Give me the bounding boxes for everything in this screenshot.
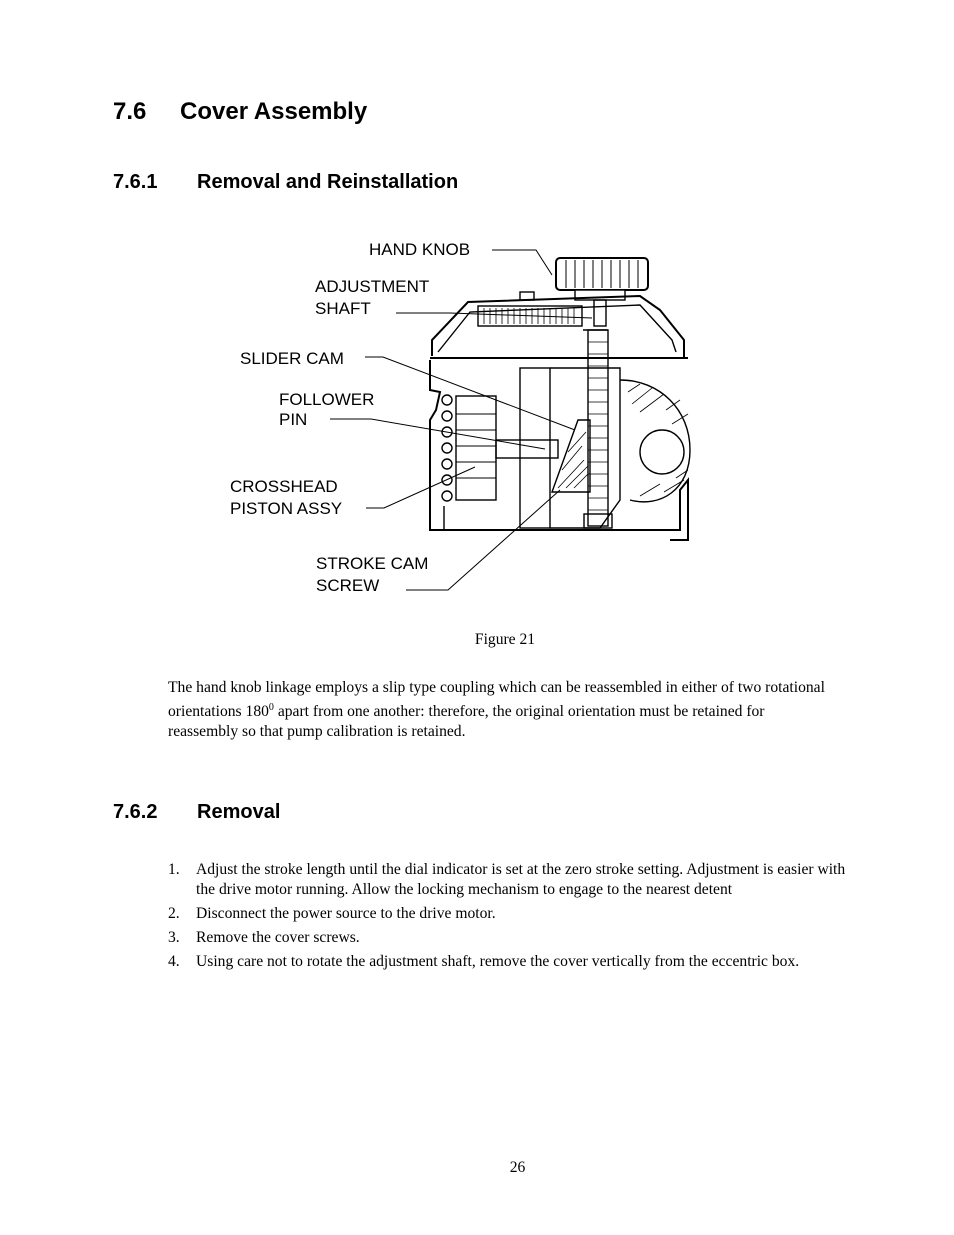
step-item	[168, 860, 848, 900]
removal-steps	[168, 860, 848, 976]
section-title: Cover Assembly	[180, 98, 368, 125]
label-crosshead-1: CROSSHEAD	[230, 477, 338, 496]
page-number: 26	[509, 1159, 526, 1176]
step-item	[168, 904, 848, 924]
subsection-title: Removal and Reinstallation	[197, 171, 459, 193]
step-text: Adjust the stroke length until the dial indicator is set at the zero stroke setting. Adjustment is easier with the drive motor running. Allow the locking mechanism to engage to the nearest detent	[196, 861, 846, 898]
step-text: Disconnect the power source to the drive motor.	[196, 905, 496, 922]
label-adjustment-shaft-1: ADJUSTMENT	[315, 277, 430, 296]
paragraph-part-1: The hand knob linkage employs a slip type coupling which can be reassembled in either of two rotational orientations 180	[168, 679, 825, 721]
subsection-number: 7.6.1	[113, 171, 158, 193]
label-stroke-cam-1: STROKE CAM	[316, 554, 429, 573]
step-text: Remove the cover screws.	[196, 929, 360, 946]
subsection-2-number: 7.6.2	[113, 801, 158, 823]
label-slider-cam: SLIDER CAM	[240, 349, 344, 368]
step-item	[168, 952, 848, 972]
step-number: 3.	[168, 929, 180, 946]
paragraph-part-2: apart from one another: therefore, the original orientation must be retained for reassembly so that pump calibration is retained.	[168, 703, 765, 741]
body-paragraph	[168, 678, 838, 742]
label-follower-pin-1: FOLLOWER	[279, 390, 375, 409]
label-crosshead-2: PISTON ASSY	[230, 499, 343, 518]
step-number: 2.	[168, 905, 180, 922]
step-number: 4.	[168, 953, 180, 970]
paragraph-superscript: 0	[268, 702, 274, 713]
label-hand-knob: HAND KNOB	[369, 240, 471, 259]
subsection-2-title: Removal	[197, 801, 281, 823]
figure-caption: Figure 21	[474, 631, 536, 648]
step-text: Using care not to rotate the adjustment shaft, remove the cover vertically from the eccentric box.	[196, 953, 800, 970]
section-number: 7.6	[113, 98, 147, 125]
label-follower-pin-2: PIN	[279, 410, 308, 429]
step-number: 1.	[168, 861, 180, 878]
label-stroke-cam-2: SCREW	[316, 576, 380, 595]
pump-drawing	[430, 258, 690, 540]
step-item	[168, 928, 848, 948]
label-adjustment-shaft-2: SHAFT	[315, 299, 371, 318]
